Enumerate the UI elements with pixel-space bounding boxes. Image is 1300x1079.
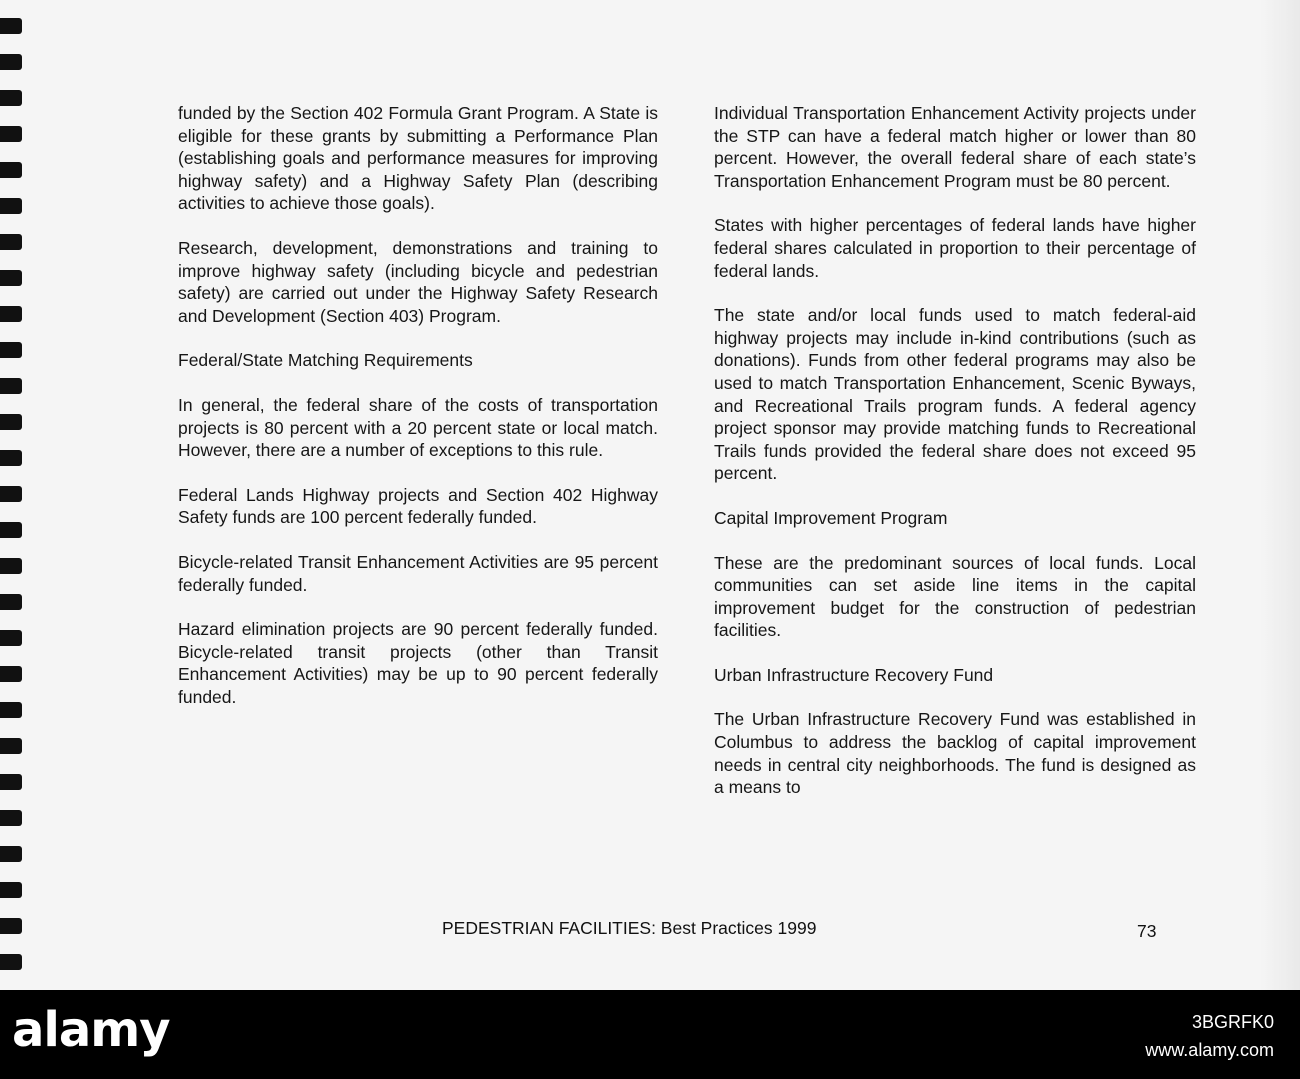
binding-ring (0, 630, 22, 646)
binding-ring (0, 378, 22, 394)
footer-title: PEDESTRIAN FACILITIES: Best Practices 1999 (442, 918, 817, 938)
binding-ring (0, 810, 22, 826)
binding-ring (0, 522, 22, 538)
paragraph: In general, the federal share of the costs of transportation projects is 80 percent with a 20 percent state or local match. However, there are a number of exceptions to this rule. (178, 394, 658, 461)
section-heading: Capital Improvement Program (714, 507, 948, 528)
binding-ring (0, 18, 22, 34)
binding-ring (0, 54, 22, 70)
paragraph: The Urban Infrastructure Recovery Fund was established in Columbus to address the backlog of capital improvement needs in central city neighborhoods. The fund is designed as a means to (714, 709, 1196, 798)
binding-ring (0, 234, 22, 250)
watermark-banner (0, 990, 1300, 1079)
binding-ring (0, 450, 22, 466)
binding-ring (0, 702, 22, 718)
binding-ring (0, 882, 22, 898)
binding-ring (0, 666, 22, 682)
paragraph: Research, development, demonstrations and training to improve highway safety (including bicycle and pedestrian safety) are carried out under the Highway Safety Research and Development (Section 403) Program. (178, 237, 658, 326)
binding-ring (0, 198, 22, 214)
right-column (714, 102, 1196, 821)
paragraph: funded by the Section 402 Formula Grant Program. A State is eligible for these grants by submitting a Performance Plan (establishing goals and performance measures for improving highway safety) and a Highway Safety Plan (describing activities to achieve those goals). (178, 103, 658, 214)
section-heading: Urban Infrastructure Recovery Fund (714, 664, 994, 685)
binding-ring (0, 774, 22, 790)
alamy-logo: alamy (12, 1002, 170, 1058)
paragraph: Federal Lands Highway projects and Section 402 Highway Safety funds are 100 percent federally funded. (178, 484, 658, 528)
binding-ring (0, 306, 22, 322)
left-column (178, 102, 658, 730)
binding-ring (0, 594, 22, 610)
binding-ring (0, 846, 22, 862)
paragraph: The state and/or local funds used to match federal-aid highway projects may include in-kind contributions (such as donations). Funds from other federal programs may also be used to match Transportation Enhancement, Scenic Byways, and Recreational Trails program funds. A federal agency project sponsor may provide matching funds to Recreational Trails funds provided the federal share does not exceed 95 percent. (714, 305, 1196, 484)
section-heading: Federal/State Matching Requirements (178, 350, 473, 371)
paragraph: Hazard elimination projects are 90 percent federally funded. Bicycle-related transit projects (other than Transit Enhancement Activities) may be up to 90 percent federally funded. (178, 619, 658, 707)
image-id: 3BGRFK0 (1191, 1012, 1274, 1032)
paragraph: States with higher percentages of federal lands have higher federal shares calculated in proportion to their percentage of federal lands. (714, 215, 1196, 281)
binding-ring (0, 558, 22, 574)
binding-ring (0, 738, 22, 754)
paragraph: These are the predominant sources of local funds. Local communities can set aside line items in the capital improvement budget for the construction of pedestrian facilities. (714, 552, 1196, 641)
binding-ring (0, 954, 22, 970)
binding-ring (0, 162, 22, 178)
page-number: 73 (1137, 921, 1157, 941)
binding-ring (0, 414, 22, 430)
binding-ring (0, 342, 22, 358)
paragraph: Individual Transportation Enhancement Activity projects under the STP can have a federal match higher or lower than 80 percent. However, the overall federal share of each state’s Transportation Enhancement Program must be 80 percent. (714, 103, 1196, 191)
binding-ring (0, 90, 22, 106)
binding-ring (0, 126, 22, 142)
site-url: www.alamy.com (1145, 1040, 1274, 1060)
binding-ring (0, 486, 22, 502)
paragraph: Bicycle-related Transit Enhancement Activities are 95 percent federally funded. (178, 551, 658, 595)
binding-ring (0, 918, 22, 934)
binding-ring (0, 270, 22, 286)
spiral-binding (0, 0, 24, 990)
